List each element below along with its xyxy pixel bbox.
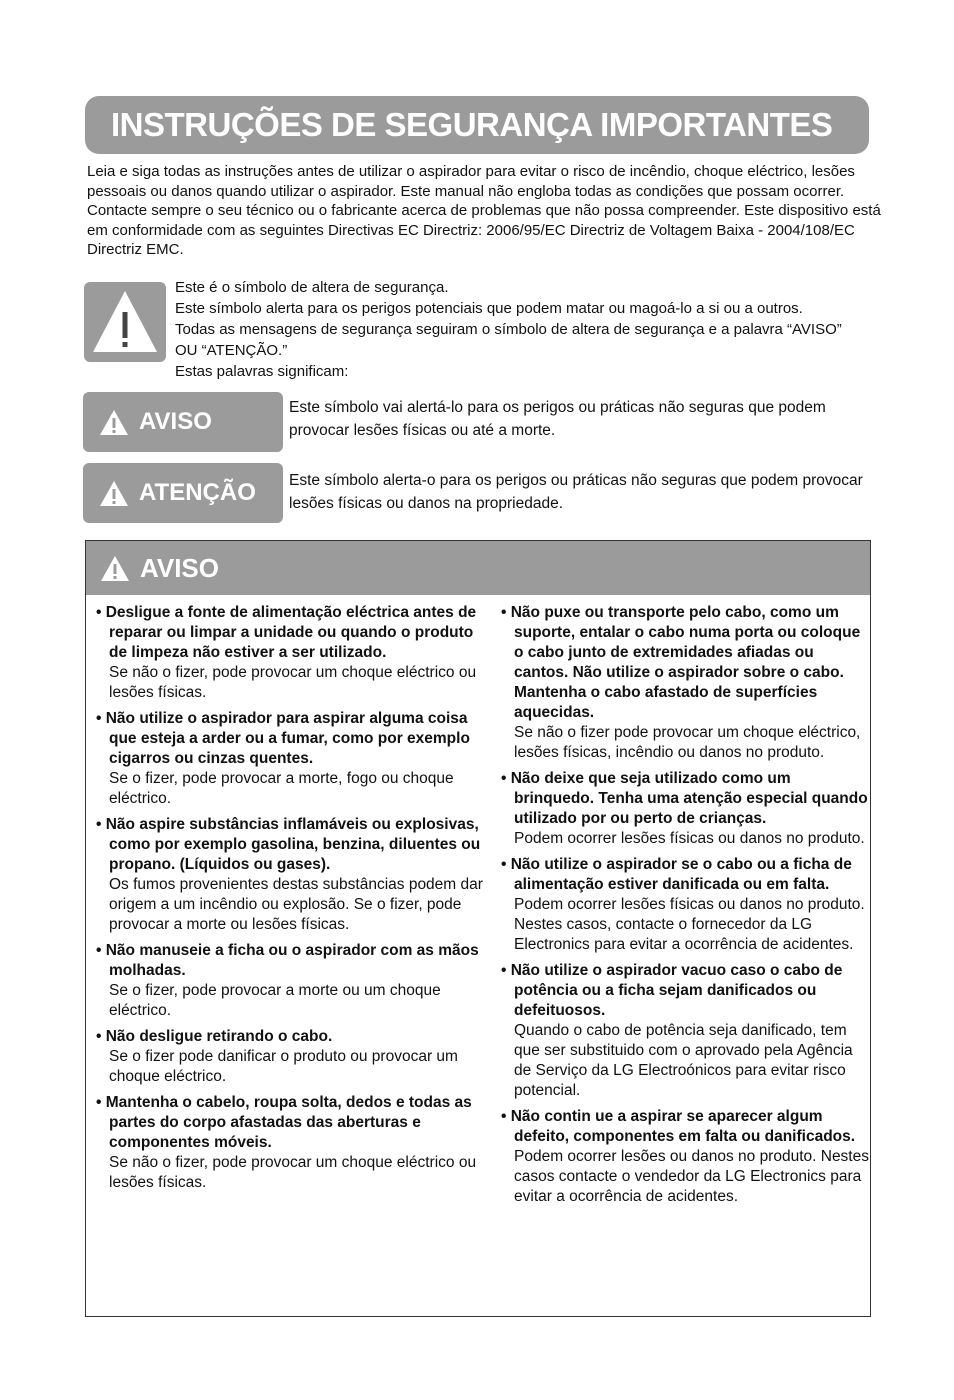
warning-triangle-icon [99,480,129,507]
atencao-description: Este símbolo alerta-o para os perigos ou práticas não seguras que podem provocar lesões físicas ou danos na propriedade. [289,472,863,512]
aviso-section-header: AVISO [86,541,870,595]
list-item: • Desligue a fonte de alimentação eléctrica antes de reparar ou limpar a unidade ou quando o produto de limpeza não estiver a ser utilizado. Se não o fizer, pode provocar um choque eléctrico ou lesões físicas. [96,604,477,701]
list-item: • Não desligue retirando o cabo. Se o fizer pode danificar o produto ou provocar um choque eléctrico. [96,1028,458,1085]
aviso-section [85,540,871,1317]
atencao-badge: ATENÇÃO [83,463,283,523]
left-column [96,603,494,1199]
aviso-badge: AVISO [83,392,283,452]
list-item: • Não contin ue a aspirar se aparecer algum defeito, componentes em falta ou danificados. Podem ocorrer lesões ou danos no produto. Nestes casos contacte o vendedor da LG Electronics para evitar a ocorrência de acidentes. [501,1108,869,1205]
right-column [501,603,869,1213]
list-item: • Não utilize o aspirador para aspirar alguma coisa que esteja a arder ou a fumar, como por exemplo cigarros ou cinzas quentes. Se o fizer, pode provocar a morte, fogo ou choque eléctrico. [96,710,470,807]
symbol-explanation: Este é o símbolo de altera de segurança. Este símbolo alerta para os perigos potenciais que podem matar ou magoá-lo a si ou a outros. Todas as mensagens de segurança seguiram o símbolo de altera de segurança e a palavra “AVISO” OU “ATENÇÃO.” Estas palavras significam: [175,279,842,380]
list-item: • Não utilize o aspirador se o cabo ou a ficha de alimentação estiver danificada ou em falta. Podem ocorrer lesões físicas ou danos no produto. Nestes casos, contacte o fornecedor da LG Electronics para evitar a ocorrência de acidentes. [501,856,865,953]
list-item: • Não aspire substâncias inflamáveis ou explosivas, como por exemplo gasolina, benzina, diluentes ou propano. (Líquidos ou gases). Os fumos provenientes destas substâncias podem dar origem a um incêndio ou explosão. Se o fizer, pode provocar a morte ou lesões físicas. [96,816,483,933]
warning-symbol-icon [84,282,166,362]
list-item: • Não puxe ou transporte pelo cabo, como um suporte, entalar o cabo numa porta ou coloque o cabo junto de extremidades afiadas ou cantos. Não utilize o aspirador sobre o cabo. Mantenha o cabo afastado de superfícies aquecidas. Se não o fizer pode provocar um choque eléctrico, lesões físicas, incêndio ou danos no produto. [501,604,861,761]
warning-triangle-icon [99,409,129,436]
list-item: • Não deixe que seja utilizado como um brinquedo. Tenha uma atenção especial quando utilizado por ou perto de crianças. Podem ocorrer lesões físicas ou danos no produto. [501,770,868,847]
list-item: • Mantenha o cabelo, roupa solta, dedos e todas as partes do corpo afastadas das aberturas e componentes móveis. Se não o fizer, pode provocar um choque eléctrico ou lesões físicas. [96,1094,477,1191]
list-item: • Não utilize o aspirador vacuo caso o cabo de potência ou a ficha sejam danificados ou defeituosos. Quando o cabo de potência seja danificado, tem que ser substituido com o aprovado pela Agência de Serviço da LG Electroónicos para evitar risco potencial. [501,962,853,1099]
list-item: • Não manuseie a ficha ou o aspirador com as mãos molhadas. Se o fizer, pode provocar a morte ou um choque eléctrico. [96,942,479,1019]
intro-paragraph: Leia e siga todas as instruções antes de utilizar o aspirador para evitar o risco de incêndio, choque eléctrico, lesões pessoais ou danos quando utilizar o aspirador. Este manual não engloba todas as condições que possam ocorrer. Contacte sempre o seu técnico ou o fabricante acerca de problemas que não possa compreender. Este dispositivo está em conformidade com as seguintes Directivas EC Directriz: 2006/95/EC Directriz de Voltagem Baixa - 2004/108/EC Directriz EMC. [87,163,881,258]
page-title: INSTRUÇÕES DE SEGURANÇA IMPORTANTES [85,96,869,154]
aviso-description: Este símbolo vai alertá-lo para os perigos ou práticas não seguras que podem provocar lesões físicas ou até a morte. [289,399,826,439]
warning-triangle-icon [100,555,130,582]
